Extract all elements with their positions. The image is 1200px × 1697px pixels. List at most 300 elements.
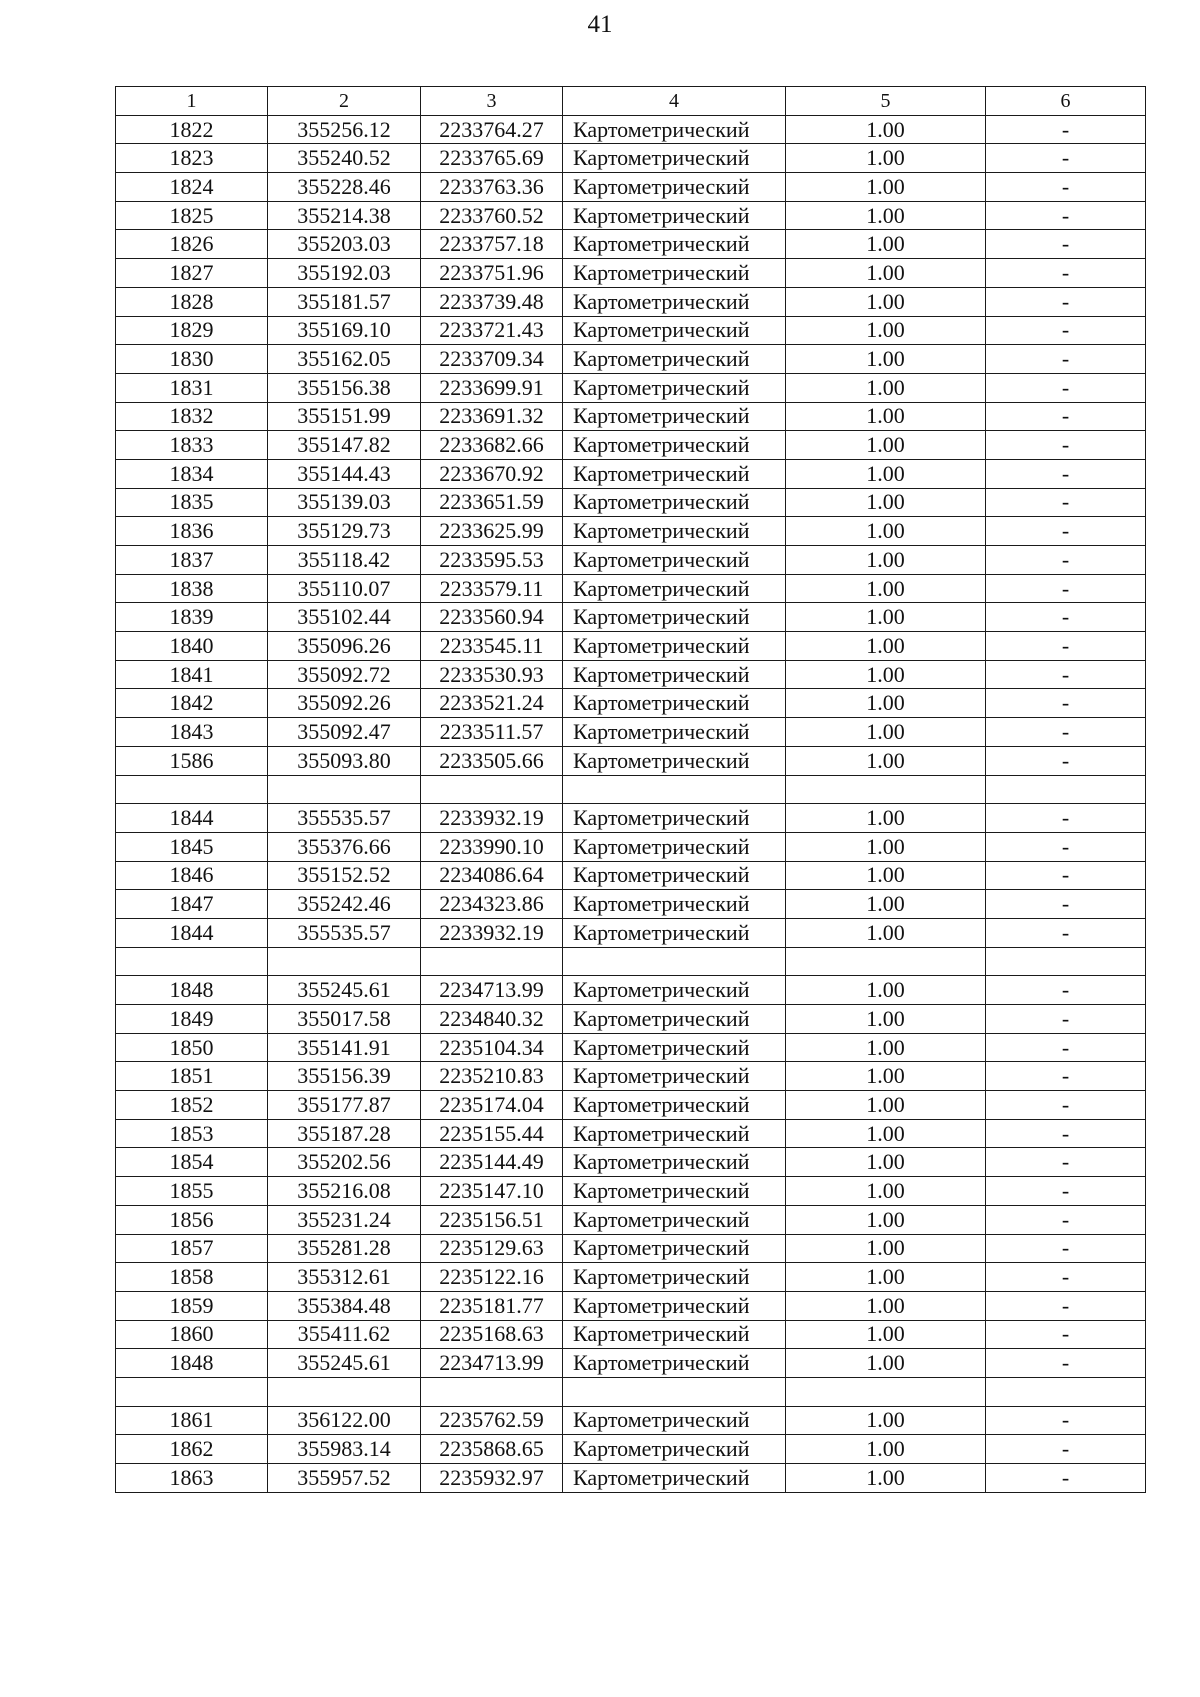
point-number-cell: 1843: [116, 718, 268, 747]
table-row: [116, 1406, 1146, 1435]
accuracy-cell: 1.00: [786, 201, 986, 230]
table-row: [116, 230, 1146, 259]
accuracy-cell: 1.00: [786, 574, 986, 603]
x-coordinate-cell: 355281.28: [268, 1234, 421, 1263]
note-cell: -: [986, 1291, 1146, 1320]
note-cell: -: [986, 1148, 1146, 1177]
method-cell: Картометрический: [563, 459, 786, 488]
method-cell: Картометрический: [563, 144, 786, 173]
method-cell: Картометрический: [563, 1033, 786, 1062]
accuracy-cell: 1.00: [786, 431, 986, 460]
table-row: [116, 632, 1146, 661]
accuracy-cell: [786, 775, 986, 804]
x-coordinate-cell: 355139.03: [268, 488, 421, 517]
method-cell: Картометрический: [563, 345, 786, 374]
method-cell: Картометрический: [563, 918, 786, 947]
x-coordinate-cell: [268, 775, 421, 804]
y-coordinate-cell: 2235104.34: [421, 1033, 563, 1062]
x-coordinate-cell: [268, 1377, 421, 1406]
x-coordinate-cell: 355384.48: [268, 1291, 421, 1320]
point-number-cell: 1822: [116, 115, 268, 144]
table-row: [116, 402, 1146, 431]
note-cell: -: [986, 574, 1146, 603]
column-header: 5: [786, 87, 986, 116]
x-coordinate-cell: [268, 947, 421, 976]
method-cell: [563, 775, 786, 804]
note-cell: -: [986, 918, 1146, 947]
table-row: [116, 201, 1146, 230]
point-number-cell: 1863: [116, 1464, 268, 1493]
point-number-cell: 1844: [116, 918, 268, 947]
x-coordinate-cell: 355957.52: [268, 1464, 421, 1493]
point-number-cell: 1846: [116, 861, 268, 890]
table-row: [116, 1005, 1146, 1034]
note-cell: -: [986, 144, 1146, 173]
table-row: [116, 890, 1146, 919]
point-number-cell: 1860: [116, 1320, 268, 1349]
note-cell: -: [986, 259, 1146, 288]
note-cell: -: [986, 689, 1146, 718]
note-cell: -: [986, 1062, 1146, 1091]
table-row: [116, 1062, 1146, 1091]
point-number-cell: 1842: [116, 689, 268, 718]
x-coordinate-cell: 355092.26: [268, 689, 421, 718]
x-coordinate-cell: 355231.24: [268, 1205, 421, 1234]
x-coordinate-cell: 355245.61: [268, 976, 421, 1005]
point-number-cell: 1839: [116, 603, 268, 632]
point-number-cell: 1841: [116, 660, 268, 689]
table-row: [116, 287, 1146, 316]
point-number-cell: 1828: [116, 287, 268, 316]
note-cell: -: [986, 546, 1146, 575]
y-coordinate-cell: 2233765.69: [421, 144, 563, 173]
accuracy-cell: 1.00: [786, 1177, 986, 1206]
point-number-cell: 1844: [116, 804, 268, 833]
method-cell: Картометрический: [563, 316, 786, 345]
note-cell: -: [986, 115, 1146, 144]
accuracy-cell: [786, 1377, 986, 1406]
table-row: [116, 144, 1146, 173]
note-cell: -: [986, 287, 1146, 316]
column-header: 3: [421, 87, 563, 116]
method-cell: Картометрический: [563, 1291, 786, 1320]
note-cell: -: [986, 1263, 1146, 1292]
column-header: 1: [116, 87, 268, 116]
accuracy-cell: 1.00: [786, 287, 986, 316]
method-cell: Картометрический: [563, 832, 786, 861]
method-cell: Картометрический: [563, 718, 786, 747]
accuracy-cell: 1.00: [786, 115, 986, 144]
point-number-cell: 1834: [116, 459, 268, 488]
y-coordinate-cell: [421, 1377, 563, 1406]
accuracy-cell: 1.00: [786, 603, 986, 632]
method-cell: Картометрический: [563, 431, 786, 460]
table-header-row: [116, 87, 1146, 116]
point-number-cell: 1833: [116, 431, 268, 460]
note-cell: -: [986, 1406, 1146, 1435]
method-cell: Картометрический: [563, 1406, 786, 1435]
accuracy-cell: 1.00: [786, 488, 986, 517]
table-row: [116, 746, 1146, 775]
note-cell: [986, 947, 1146, 976]
y-coordinate-cell: 2233560.94: [421, 603, 563, 632]
table-row: [116, 603, 1146, 632]
method-cell: Картометрический: [563, 632, 786, 661]
x-coordinate-cell: 355411.62: [268, 1320, 421, 1349]
note-cell: [986, 775, 1146, 804]
y-coordinate-cell: 2235174.04: [421, 1091, 563, 1120]
point-number-cell: 1840: [116, 632, 268, 661]
method-cell: Картометрический: [563, 1263, 786, 1292]
accuracy-cell: 1.00: [786, 1205, 986, 1234]
note-cell: -: [986, 861, 1146, 890]
y-coordinate-cell: 2233990.10: [421, 832, 563, 861]
x-coordinate-cell: 355202.56: [268, 1148, 421, 1177]
note-cell: -: [986, 373, 1146, 402]
table-row: [116, 488, 1146, 517]
point-number-cell: 1829: [116, 316, 268, 345]
accuracy-cell: 1.00: [786, 402, 986, 431]
accuracy-cell: 1.00: [786, 746, 986, 775]
table-row: [116, 660, 1146, 689]
accuracy-cell: 1.00: [786, 345, 986, 374]
table-body: [116, 87, 1146, 1493]
note-cell: [986, 1377, 1146, 1406]
method-cell: Картометрический: [563, 603, 786, 632]
x-coordinate-cell: 355177.87: [268, 1091, 421, 1120]
note-cell: -: [986, 632, 1146, 661]
x-coordinate-cell: 355118.42: [268, 546, 421, 575]
x-coordinate-cell: 355152.52: [268, 861, 421, 890]
note-cell: -: [986, 1033, 1146, 1062]
column-header: 6: [986, 87, 1146, 116]
method-cell: Картометрический: [563, 259, 786, 288]
x-coordinate-cell: 355092.72: [268, 660, 421, 689]
y-coordinate-cell: 2233530.93: [421, 660, 563, 689]
point-number-cell: 1836: [116, 517, 268, 546]
table-row: [116, 1119, 1146, 1148]
method-cell: Картометрический: [563, 1234, 786, 1263]
x-coordinate-cell: 355256.12: [268, 115, 421, 144]
method-cell: Картометрический: [563, 1005, 786, 1034]
table-row: [116, 1205, 1146, 1234]
y-coordinate-cell: 2234323.86: [421, 890, 563, 919]
y-coordinate-cell: 2235156.51: [421, 1205, 563, 1234]
point-number-cell: 1861: [116, 1406, 268, 1435]
column-header: 4: [563, 87, 786, 116]
x-coordinate-cell: 355156.38: [268, 373, 421, 402]
note-cell: -: [986, 1091, 1146, 1120]
accuracy-cell: 1.00: [786, 632, 986, 661]
method-cell: Картометрический: [563, 402, 786, 431]
point-number-cell: 1826: [116, 230, 268, 259]
note-cell: -: [986, 1119, 1146, 1148]
table-row: [116, 1349, 1146, 1378]
y-coordinate-cell: 2233545.11: [421, 632, 563, 661]
x-coordinate-cell: 355203.03: [268, 230, 421, 259]
point-number-cell: 1862: [116, 1435, 268, 1464]
accuracy-cell: 1.00: [786, 1062, 986, 1091]
column-header: 2: [268, 87, 421, 116]
accuracy-cell: 1.00: [786, 1091, 986, 1120]
y-coordinate-cell: 2235868.65: [421, 1435, 563, 1464]
x-coordinate-cell: 355110.07: [268, 574, 421, 603]
accuracy-cell: 1.00: [786, 918, 986, 947]
method-cell: Картометрический: [563, 201, 786, 230]
y-coordinate-cell: 2233651.59: [421, 488, 563, 517]
method-cell: Картометрический: [563, 1091, 786, 1120]
note-cell: -: [986, 746, 1146, 775]
y-coordinate-cell: 2233763.36: [421, 173, 563, 202]
point-number-cell: 1586: [116, 746, 268, 775]
note-cell: -: [986, 201, 1146, 230]
table-row: [116, 517, 1146, 546]
y-coordinate-cell: [421, 775, 563, 804]
table-row: [116, 316, 1146, 345]
x-coordinate-cell: 355242.46: [268, 890, 421, 919]
point-number-cell: 1857: [116, 1234, 268, 1263]
y-coordinate-cell: 2235932.97: [421, 1464, 563, 1493]
y-coordinate-cell: 2233595.53: [421, 546, 563, 575]
x-coordinate-cell: 355192.03: [268, 259, 421, 288]
point-number-cell: 1832: [116, 402, 268, 431]
x-coordinate-cell: 355240.52: [268, 144, 421, 173]
note-cell: -: [986, 173, 1146, 202]
x-coordinate-cell: 355535.57: [268, 804, 421, 833]
accuracy-cell: 1.00: [786, 144, 986, 173]
x-coordinate-cell: 355169.10: [268, 316, 421, 345]
accuracy-cell: 1.00: [786, 517, 986, 546]
note-cell: -: [986, 316, 1146, 345]
note-cell: -: [986, 1435, 1146, 1464]
page-number: 41: [587, 11, 613, 38]
note-cell: -: [986, 431, 1146, 460]
x-coordinate-cell: 355535.57: [268, 918, 421, 947]
table-row: [116, 1177, 1146, 1206]
table-row: [116, 1234, 1146, 1263]
x-coordinate-cell: 355214.38: [268, 201, 421, 230]
accuracy-cell: 1.00: [786, 1349, 986, 1378]
method-cell: Картометрический: [563, 488, 786, 517]
accuracy-cell: 1.00: [786, 1148, 986, 1177]
y-coordinate-cell: 2234713.99: [421, 1349, 563, 1378]
x-coordinate-cell: 355129.73: [268, 517, 421, 546]
note-cell: -: [986, 488, 1146, 517]
table-row: [116, 115, 1146, 144]
table-row: [116, 373, 1146, 402]
point-number-cell: 1837: [116, 546, 268, 575]
x-coordinate-cell: 356122.00: [268, 1406, 421, 1435]
point-number-cell: 1845: [116, 832, 268, 861]
note-cell: -: [986, 804, 1146, 833]
method-cell: Картометрический: [563, 976, 786, 1005]
accuracy-cell: 1.00: [786, 1435, 986, 1464]
table-row: [116, 1033, 1146, 1062]
separator-row: [116, 947, 1146, 976]
point-number-cell: [116, 947, 268, 976]
method-cell: Картометрический: [563, 746, 786, 775]
x-coordinate-cell: 355376.66: [268, 832, 421, 861]
point-number-cell: 1835: [116, 488, 268, 517]
point-number-cell: 1853: [116, 1119, 268, 1148]
y-coordinate-cell: 2235147.10: [421, 1177, 563, 1206]
method-cell: [563, 1377, 786, 1406]
y-coordinate-cell: 2235155.44: [421, 1119, 563, 1148]
point-number-cell: 1824: [116, 173, 268, 202]
x-coordinate-cell: 355187.28: [268, 1119, 421, 1148]
table-row: [116, 259, 1146, 288]
table-row: [116, 718, 1146, 747]
note-cell: -: [986, 660, 1146, 689]
y-coordinate-cell: 2233699.91: [421, 373, 563, 402]
accuracy-cell: 1.00: [786, 1406, 986, 1435]
note-cell: -: [986, 718, 1146, 747]
accuracy-cell: 1.00: [786, 1320, 986, 1349]
accuracy-cell: 1.00: [786, 373, 986, 402]
y-coordinate-cell: 2233751.96: [421, 259, 563, 288]
table-row: [116, 574, 1146, 603]
method-cell: Картометрический: [563, 287, 786, 316]
y-coordinate-cell: 2233760.52: [421, 201, 563, 230]
point-number-cell: [116, 1377, 268, 1406]
accuracy-cell: 1.00: [786, 976, 986, 1005]
note-cell: -: [986, 459, 1146, 488]
y-coordinate-cell: 2233932.19: [421, 804, 563, 833]
table-row: [116, 1320, 1146, 1349]
table-row: [116, 918, 1146, 947]
point-number-cell: 1847: [116, 890, 268, 919]
point-number-cell: 1848: [116, 1349, 268, 1378]
method-cell: Картометрический: [563, 689, 786, 718]
y-coordinate-cell: [421, 947, 563, 976]
note-cell: -: [986, 603, 1146, 632]
x-coordinate-cell: 355181.57: [268, 287, 421, 316]
note-cell: -: [986, 345, 1146, 374]
note-cell: -: [986, 1464, 1146, 1493]
point-number-cell: 1852: [116, 1091, 268, 1120]
accuracy-cell: 1.00: [786, 1464, 986, 1493]
note-cell: -: [986, 1349, 1146, 1378]
method-cell: Картометрический: [563, 1349, 786, 1378]
method-cell: Картометрический: [563, 1119, 786, 1148]
method-cell: Картометрический: [563, 173, 786, 202]
table-row: [116, 1148, 1146, 1177]
table-row: [116, 976, 1146, 1005]
accuracy-cell: 1.00: [786, 1234, 986, 1263]
accuracy-cell: 1.00: [786, 1033, 986, 1062]
method-cell: Картометрический: [563, 1464, 786, 1493]
x-coordinate-cell: 355141.91: [268, 1033, 421, 1062]
table-row: [116, 804, 1146, 833]
y-coordinate-cell: 2235762.59: [421, 1406, 563, 1435]
table-row: [116, 459, 1146, 488]
x-coordinate-cell: 355096.26: [268, 632, 421, 661]
method-cell: Картометрический: [563, 517, 786, 546]
accuracy-cell: [786, 947, 986, 976]
separator-row: [116, 1377, 1146, 1406]
point-number-cell: 1823: [116, 144, 268, 173]
note-cell: -: [986, 1205, 1146, 1234]
accuracy-cell: 1.00: [786, 1119, 986, 1148]
note-cell: -: [986, 230, 1146, 259]
point-number-cell: 1850: [116, 1033, 268, 1062]
method-cell: Картометрический: [563, 574, 786, 603]
accuracy-cell: 1.00: [786, 173, 986, 202]
point-number-cell: 1827: [116, 259, 268, 288]
point-number-cell: 1851: [116, 1062, 268, 1091]
separator-row: [116, 775, 1146, 804]
table-row: [116, 1435, 1146, 1464]
table-row: [116, 431, 1146, 460]
point-number-cell: 1848: [116, 976, 268, 1005]
method-cell: Картометрический: [563, 804, 786, 833]
accuracy-cell: 1.00: [786, 1005, 986, 1034]
method-cell: Картометрический: [563, 373, 786, 402]
accuracy-cell: 1.00: [786, 718, 986, 747]
y-coordinate-cell: 2234086.64: [421, 861, 563, 890]
table-row: [116, 1091, 1146, 1120]
note-cell: -: [986, 1005, 1146, 1034]
x-coordinate-cell: 355216.08: [268, 1177, 421, 1206]
y-coordinate-cell: 2234840.32: [421, 1005, 563, 1034]
method-cell: Картометрический: [563, 1320, 786, 1349]
point-number-cell: 1825: [116, 201, 268, 230]
x-coordinate-cell: 355983.14: [268, 1435, 421, 1464]
accuracy-cell: 1.00: [786, 689, 986, 718]
point-number-cell: [116, 775, 268, 804]
method-cell: Картометрический: [563, 660, 786, 689]
accuracy-cell: 1.00: [786, 230, 986, 259]
y-coordinate-cell: 2233670.92: [421, 459, 563, 488]
x-coordinate-cell: 355156.39: [268, 1062, 421, 1091]
accuracy-cell: 1.00: [786, 259, 986, 288]
y-coordinate-cell: 2233505.66: [421, 746, 563, 775]
accuracy-cell: 1.00: [786, 832, 986, 861]
table-row: [116, 689, 1146, 718]
x-coordinate-cell: 355245.61: [268, 1349, 421, 1378]
x-coordinate-cell: 355228.46: [268, 173, 421, 202]
y-coordinate-cell: 2235129.63: [421, 1234, 563, 1263]
method-cell: Картометрический: [563, 1205, 786, 1234]
accuracy-cell: 1.00: [786, 660, 986, 689]
y-coordinate-cell: 2233625.99: [421, 517, 563, 546]
y-coordinate-cell: 2233721.43: [421, 316, 563, 345]
method-cell: Картометрический: [563, 861, 786, 890]
x-coordinate-cell: 355093.80: [268, 746, 421, 775]
point-number-cell: 1830: [116, 345, 268, 374]
x-coordinate-cell: 355162.05: [268, 345, 421, 374]
point-number-cell: 1831: [116, 373, 268, 402]
y-coordinate-cell: 2233682.66: [421, 431, 563, 460]
accuracy-cell: 1.00: [786, 1291, 986, 1320]
x-coordinate-cell: 355017.58: [268, 1005, 421, 1034]
accuracy-cell: 1.00: [786, 861, 986, 890]
table-row: [116, 1291, 1146, 1320]
accuracy-cell: 1.00: [786, 316, 986, 345]
accuracy-cell: 1.00: [786, 546, 986, 575]
note-cell: -: [986, 832, 1146, 861]
accuracy-cell: 1.00: [786, 890, 986, 919]
method-cell: Картометрический: [563, 546, 786, 575]
method-cell: Картометрический: [563, 230, 786, 259]
x-coordinate-cell: 355102.44: [268, 603, 421, 632]
y-coordinate-cell: 2233709.34: [421, 345, 563, 374]
y-coordinate-cell: 2233764.27: [421, 115, 563, 144]
table-row: [116, 345, 1146, 374]
y-coordinate-cell: 2234713.99: [421, 976, 563, 1005]
y-coordinate-cell: 2233739.48: [421, 287, 563, 316]
note-cell: -: [986, 1320, 1146, 1349]
